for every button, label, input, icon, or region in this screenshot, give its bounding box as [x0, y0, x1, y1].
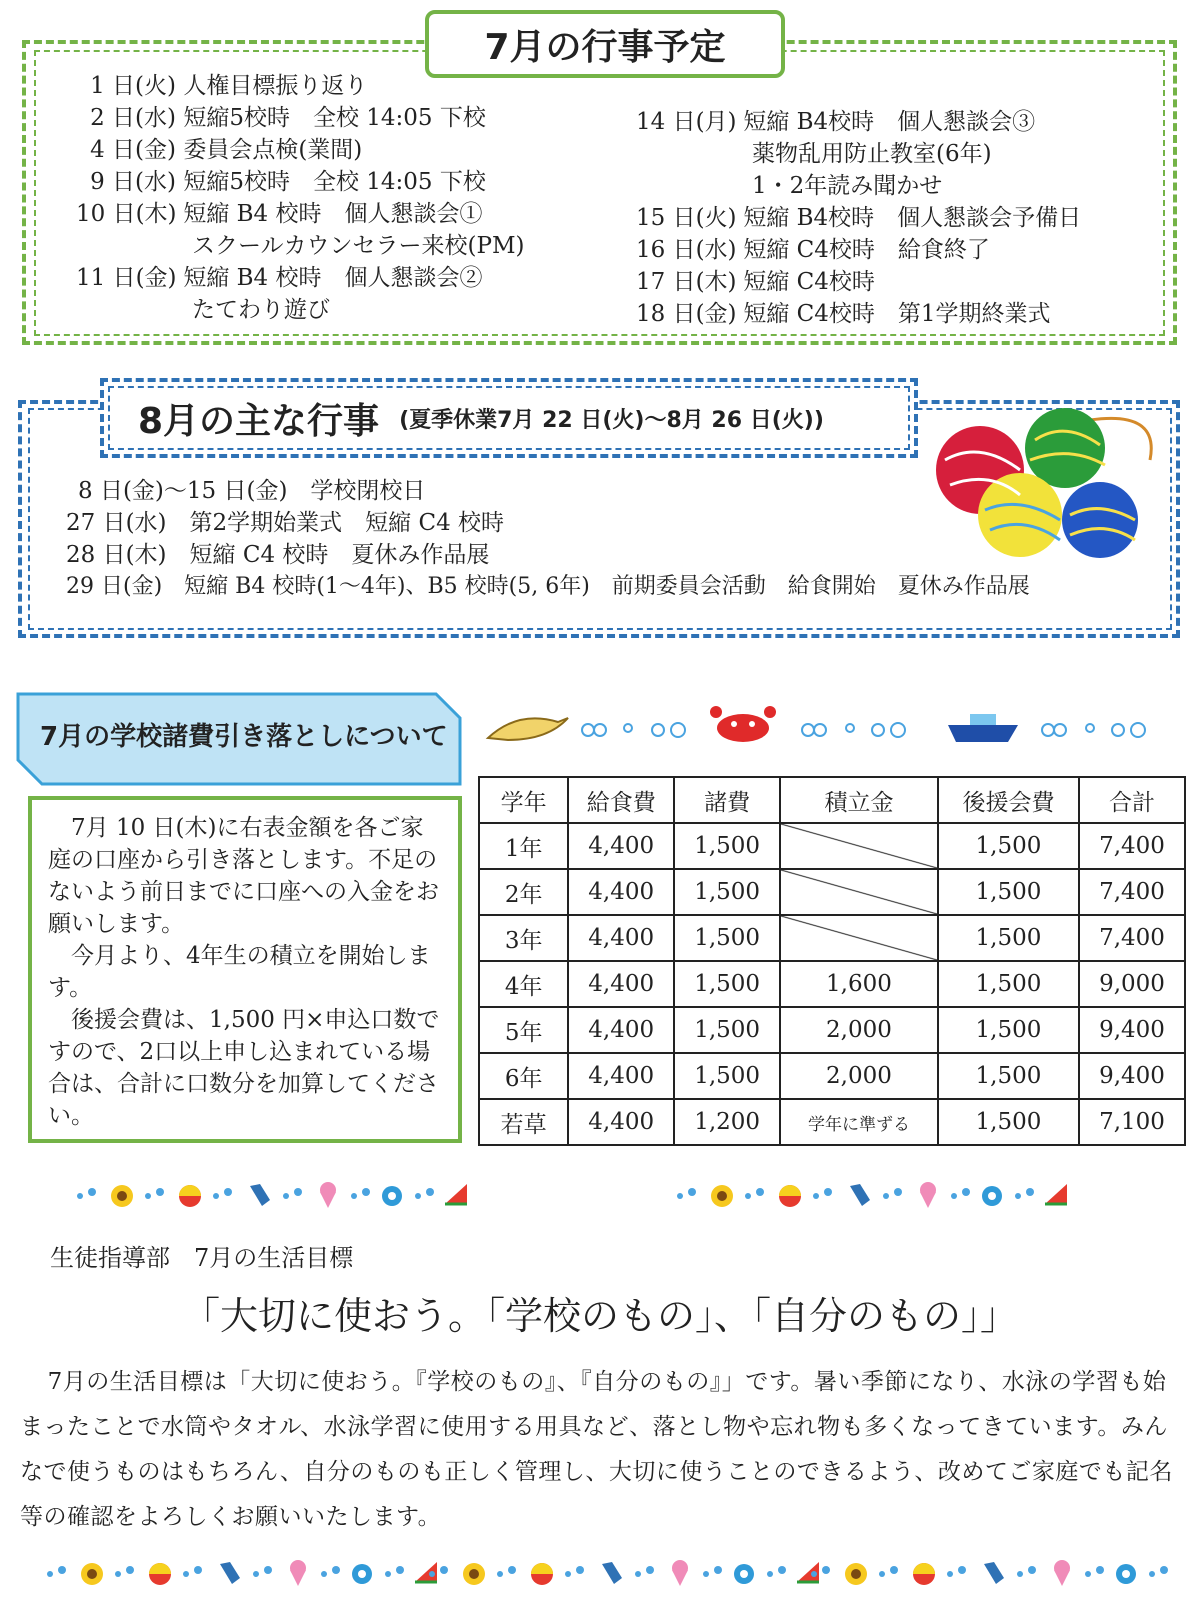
watermelon-icon: [445, 1184, 467, 1204]
fee-table: [478, 776, 1186, 1146]
event-row-cont: たてわり遊び: [192, 297, 330, 323]
fee-note-paragraph: 後援会費は、1,500 円×申込口数ですので、2口以上申し込まれている場合は、合計に口数分を加算してください。: [48, 1007, 440, 1129]
blue-balloon: [1062, 482, 1138, 558]
summer-decoration-row: [40, 1556, 1170, 1592]
table-row: 6年 4,400 1,500 2,000 1,500 9,400: [479, 1053, 1185, 1099]
july-left-events: [76, 70, 525, 326]
summer-decoration-row: [70, 1178, 1130, 1214]
event-row: 10 日(木) 短縮 B4 校時 個人懇談会①: [76, 201, 483, 227]
fee-banner-title: 7月の学校諸費引き落としについて: [40, 722, 448, 752]
event-row: 1 日(火) 人権目標振り返り: [90, 73, 368, 99]
event-row: 2 日(水) 短縮5校時 全校 14:05 下校: [90, 105, 486, 131]
july-title: 7月の行事予定: [425, 10, 785, 78]
life-goal-body: 7月の生活目標は「大切に使おう。『学校のもの』、『自分のもの』」です。暑い季節になり、水泳の学習も始まったことで水筒やタオル、水泳学習に使用する用具など、落とし物や忘れ物も多くなってきています。みんなで使うものはもちろん、自分のものも正しく管理し、大切に使うことのできるよう、改めてご家庭でも記名等の確認をよろしくお願いいたします。: [20, 1369, 1173, 1530]
august-title-sub: (夏季休業7月 22 日(火)～8月 26 日(火)): [399, 407, 824, 433]
event-row: 28 日(木) 短縮 C4 校時 夏休み作品展: [66, 542, 490, 568]
table-row: 1年 4,400 1,500 1,500 7,400: [479, 823, 1185, 869]
event-row: 15 日(火) 短縮 B4校時 個人懇談会予備日: [636, 205, 1082, 231]
sandal-icon: [250, 1184, 270, 1206]
empty-cell: [780, 915, 938, 961]
event-row: 8 日(金)～15 日(金) 学校閉校日: [78, 478, 426, 504]
event-row: 14 日(月) 短縮 B4校時 個人懇談会③: [636, 109, 1036, 135]
event-row-cont: スクールカウンセラー来校(PM): [192, 233, 525, 259]
table-row: 2年 4,400 1,500 1,500 7,400: [479, 869, 1185, 915]
shell-icon: [488, 718, 568, 740]
fee-note-paragraph: 7月 10 日(木)に右表金額を各ご家庭の口座から引き落とします。不足のないよう前日までに口座への入金をお願いします。: [48, 815, 439, 937]
event-row-cont: 薬物乱用防止教室(6年): [752, 141, 992, 167]
july-right-events: [636, 106, 1081, 330]
table-row: 3年 4,400 1,500 1,500 7,400: [479, 915, 1185, 961]
event-row: 17 日(木) 短縮 C4校時: [636, 269, 875, 295]
life-goal-headline: 「大切に使おう。「学校のもの」、「自分のもの」」: [181, 1294, 1018, 1338]
table-row: 4年 4,400 1,500 1,600 1,500 9,000: [479, 961, 1185, 1007]
august-events: [66, 475, 1030, 603]
event-row: 29 日(金) 短縮 B4 校時(1～4年)、B5 校時(5, 6年) 前期委員会活動 給食開始 夏休み作品展: [66, 574, 1030, 599]
event-row: 16 日(水) 短縮 C4校時 給食終了: [636, 237, 990, 263]
table-header-row: 学年 給食費 諸費 積立金 後援会費 合計: [479, 777, 1185, 823]
fee-note-paragraph: 今月より、4年生の積立を開始します。: [48, 943, 431, 1001]
crab-icon: [710, 706, 776, 742]
event-row: 9 日(水) 短縮5校時 全校 14:05 下校: [90, 169, 486, 195]
august-title-main: 8月の主な行事: [138, 400, 380, 442]
sea-decoration: [478, 700, 1188, 750]
boat-icon: [948, 714, 1018, 742]
event-row: 4 日(金) 委員会点検(業間): [90, 137, 363, 163]
empty-cell: [780, 823, 938, 869]
empty-cell: [780, 869, 938, 915]
life-goal-department: 生徒指導部 7月の生活目標: [50, 1244, 354, 1272]
august-title: [108, 386, 910, 450]
table-row: 5年 4,400 1,500 2,000 1,500 9,400: [479, 1007, 1185, 1053]
table-row: 若草 4,400 1,200 学年に準ずる 1,500 7,100: [479, 1099, 1185, 1145]
event-row: 27 日(水) 第2学期始業式 短縮 C4 校時: [66, 510, 505, 536]
event-row: 11 日(金) 短縮 B4 校時 個人懇談会②: [76, 265, 483, 291]
fee-note: [28, 796, 462, 1143]
event-row: 18 日(金) 短縮 C4校時 第1学期終業式: [636, 301, 1051, 327]
green-balloon: [1025, 408, 1105, 488]
event-row-cont: 1・2年読み聞かせ: [752, 173, 943, 199]
